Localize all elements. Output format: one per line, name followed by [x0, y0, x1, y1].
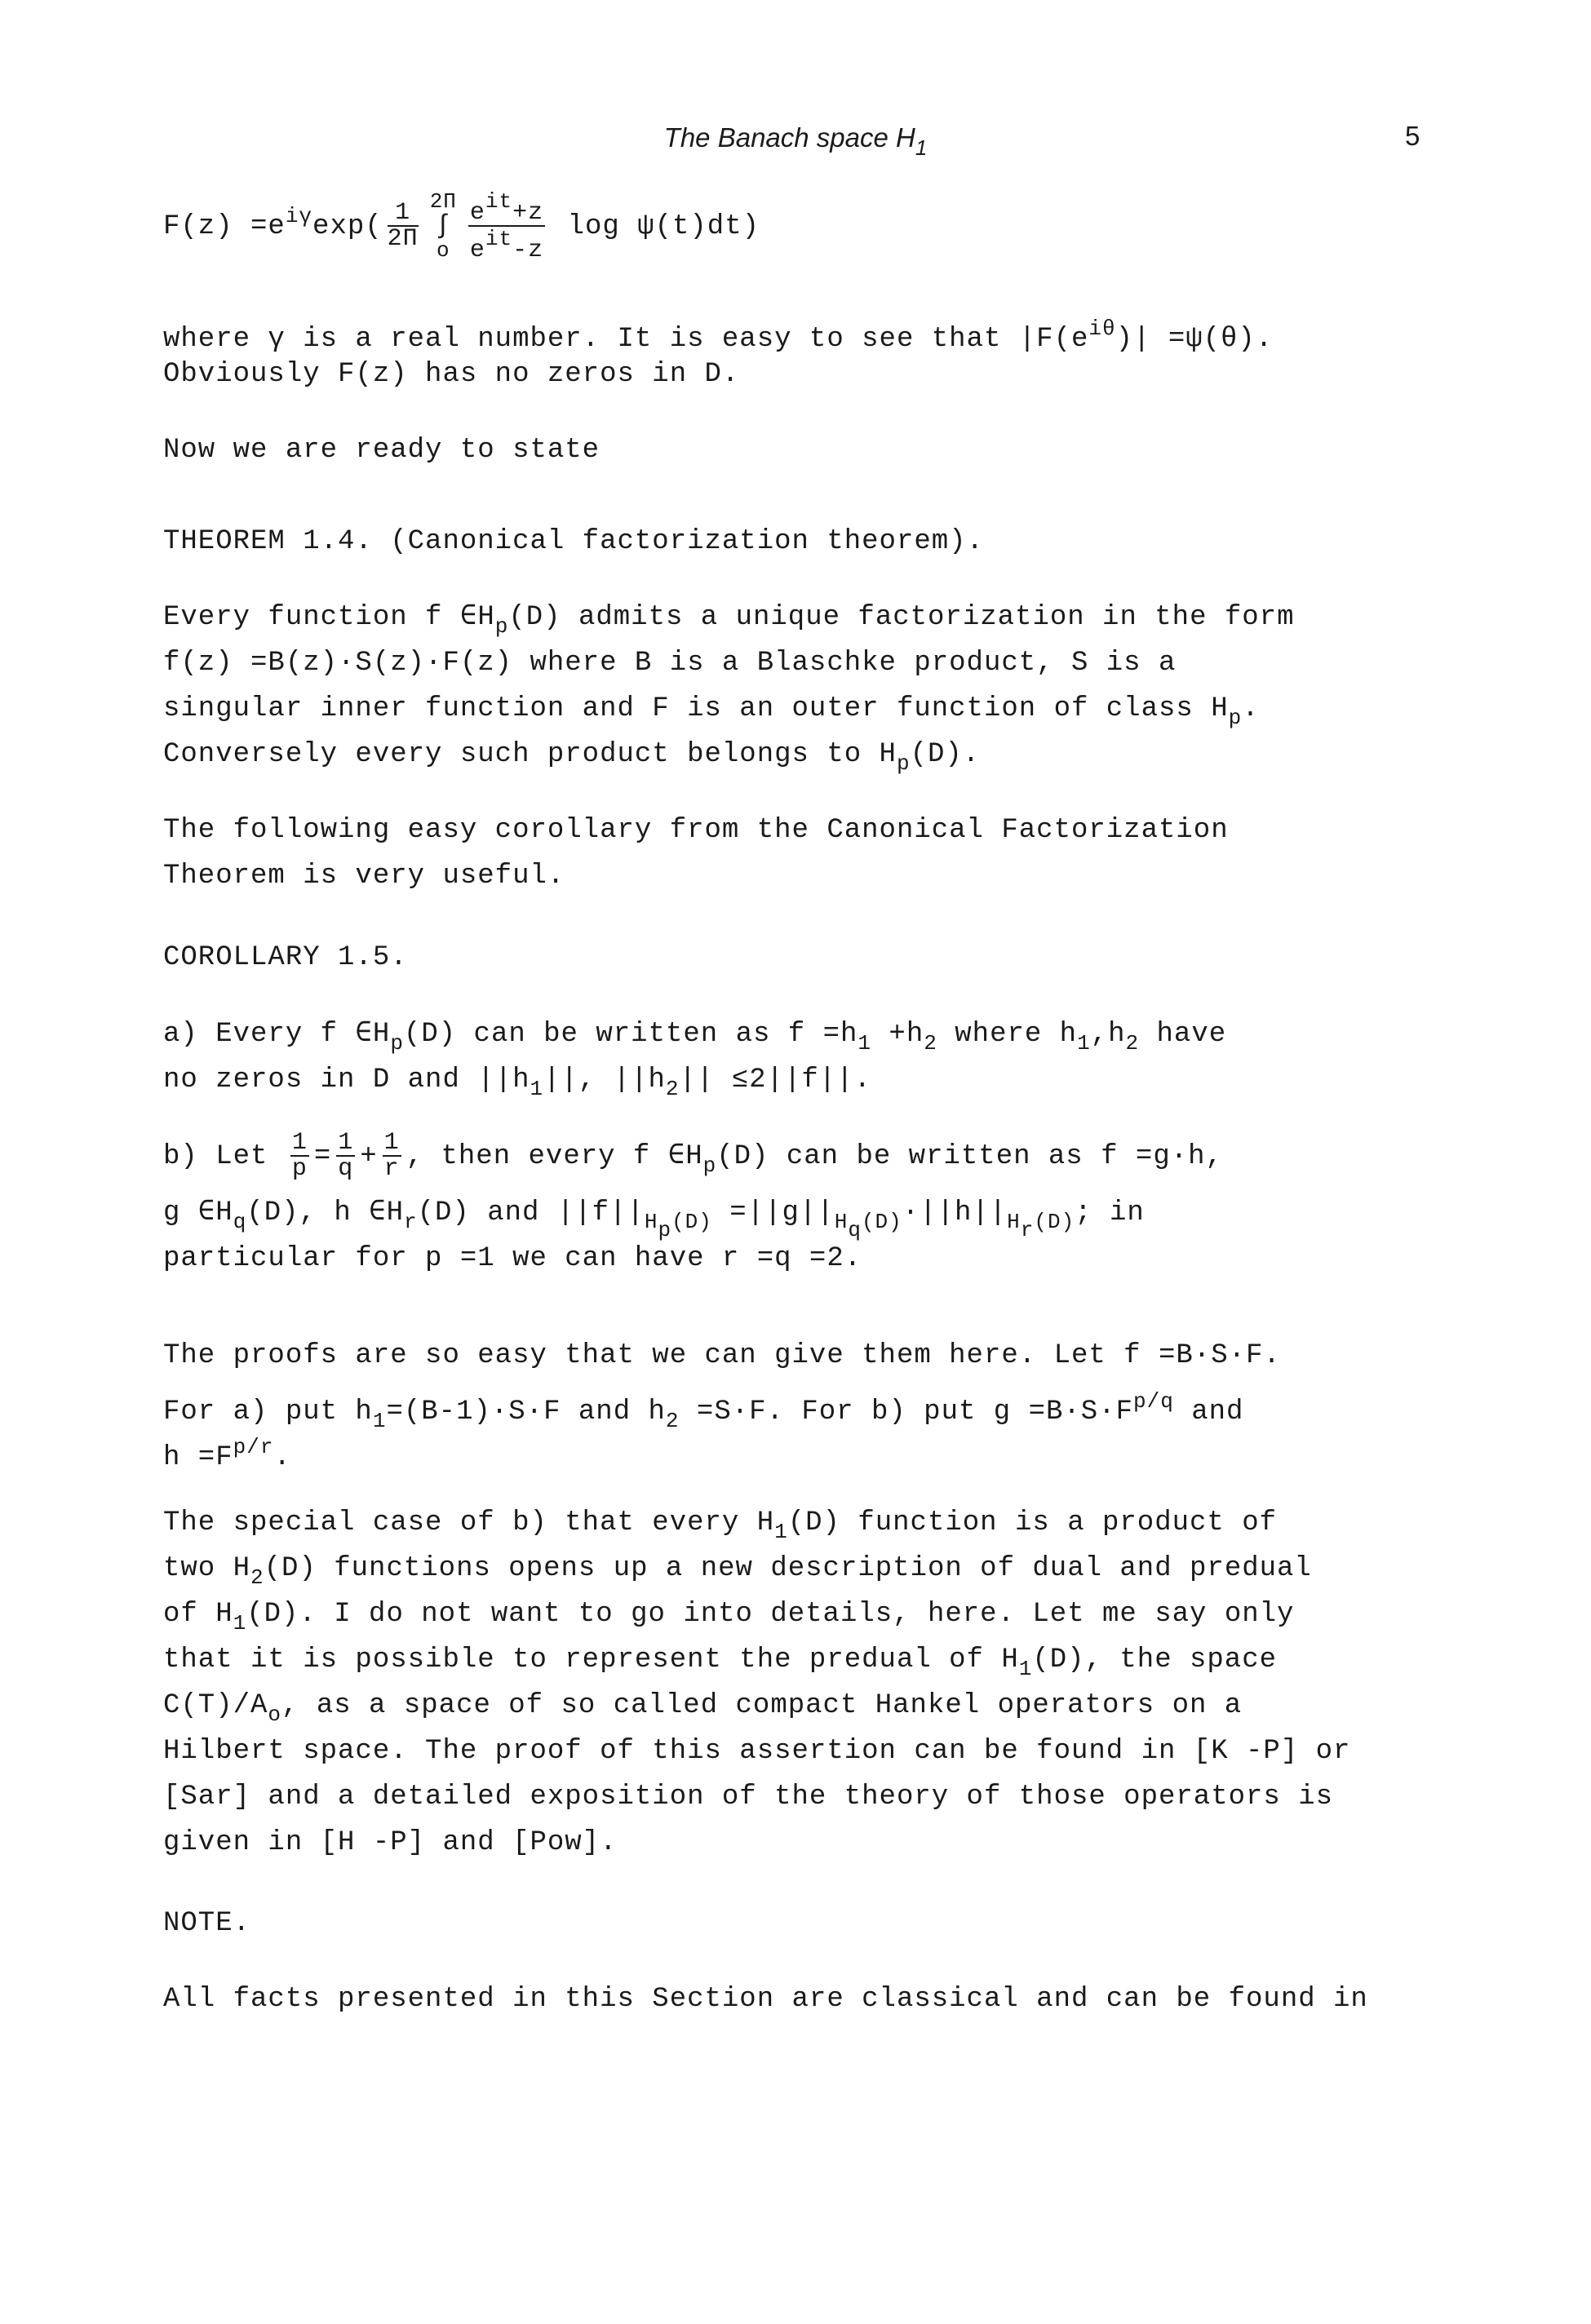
subscript: p — [896, 751, 911, 776]
subscript: 1 — [530, 1077, 544, 1101]
text-run: , then every f ∈H — [406, 1140, 703, 1172]
text-run: where γ is a real number. It is easy to see that |F(e — [163, 324, 1089, 355]
text-run: singular inner function and F is an outer function of class H — [163, 693, 1229, 724]
kernel-num-base: e — [469, 199, 485, 227]
text-line: Hilbert space. The proof of this assertion can be found in [K -P] or — [163, 1736, 1351, 1767]
kernel-num-rest: +z — [512, 199, 544, 227]
subscript: p — [658, 1218, 672, 1242]
subscript: 2 — [665, 1409, 680, 1433]
text-line — [163, 1637, 1436, 1683]
formula-exp-superscript: iγ — [285, 203, 313, 228]
text-line: Theorem is very useful. — [163, 861, 565, 892]
integral-symbol: ∫ — [435, 210, 452, 241]
paragraph-following — [163, 808, 1436, 899]
subscript: 1 — [233, 1611, 247, 1636]
kernel-ratio — [468, 189, 545, 263]
text-run: (D) can be written as f =h — [403, 1019, 858, 1050]
text-line — [163, 732, 1436, 777]
superscript: p/r — [233, 1435, 274, 1459]
subscript: 2 — [250, 1565, 264, 1590]
text-run: ,h — [1090, 1019, 1126, 1050]
text-line — [163, 595, 1436, 640]
kernel-den-base: e — [469, 237, 485, 264]
subscript: 1 — [774, 1520, 788, 1544]
text-line — [163, 1683, 1436, 1729]
running-header — [0, 122, 1591, 161]
text-line — [163, 686, 1436, 732]
text-run: =S·F. For b) put g =B·S·F — [679, 1397, 1134, 1428]
integral-upper-limit: 2Π — [429, 189, 457, 214]
text-run: =||g|| — [711, 1197, 835, 1228]
fraction-numerator: 1 — [338, 1129, 354, 1157]
text-run: b) Let — [163, 1140, 286, 1172]
kernel-num-sup: it — [485, 189, 513, 214]
text-run: = — [313, 1140, 332, 1172]
text-run: . — [273, 1442, 291, 1473]
text-line: All facts presented in this Section are classical and can be found in — [163, 1984, 1368, 2015]
subscript: p — [494, 614, 509, 639]
subscript: r — [404, 1210, 418, 1234]
text-run: H — [644, 1210, 658, 1234]
note-heading — [163, 1901, 1436, 1946]
subscript: 1 — [858, 1031, 872, 1056]
fraction-1-over-p — [290, 1131, 309, 1181]
text-line: Obviously F(z) has no zeros in D. — [163, 359, 740, 390]
subscript: o — [268, 1702, 282, 1727]
norm-subscript — [834, 1210, 902, 1242]
paragraph-proof — [163, 1333, 1436, 1473]
subscript: r — [1020, 1218, 1035, 1242]
text-line — [163, 1591, 1436, 1637]
outer-function-formula — [163, 189, 760, 263]
text-run: g ∈H — [163, 1197, 233, 1228]
subscript: p — [1228, 706, 1243, 730]
text-run: (D) — [1034, 1210, 1075, 1234]
subscript: 2 — [1125, 1031, 1140, 1056]
subscript: 2 — [665, 1077, 680, 1101]
text-run: )| =ψ(θ). — [1115, 324, 1274, 355]
formula-tail: log ψ(t)dt) — [567, 210, 760, 242]
text-run: (D) — [861, 1210, 902, 1234]
text-run: have — [1139, 1019, 1227, 1050]
text-line — [163, 1500, 1436, 1546]
text-run: , as a space of so called compact Hankel operators on a — [281, 1690, 1243, 1721]
subscript: 1 — [1018, 1657, 1033, 1681]
norm-subscript — [644, 1210, 712, 1242]
text-run: || ≤2||f||. — [679, 1065, 871, 1096]
text-run: The special case of b) that every H — [163, 1507, 775, 1538]
subscript: 1 — [372, 1409, 387, 1433]
text-run: (D) function is a product of — [787, 1507, 1278, 1538]
text-run: Every function f ∈H — [163, 602, 495, 633]
text-run: (D) and ||f|| — [417, 1197, 645, 1228]
theorem-heading — [163, 519, 1436, 564]
text-run: =(B-1)·S·F and h — [386, 1397, 666, 1428]
text-run: +h — [871, 1019, 924, 1050]
subscript: p — [702, 1153, 717, 1178]
text-run: . — [1242, 693, 1260, 724]
text-line: given in [H -P] and [Pow]. — [163, 1827, 618, 1858]
formula-exp: exp( — [312, 210, 383, 242]
subscript: 1 — [1077, 1031, 1091, 1056]
text-line: NOTE. — [163, 1908, 251, 1939]
text-run: ||, ||h — [543, 1065, 666, 1096]
formula-lhs: F(z) =e — [163, 210, 286, 242]
text-line — [163, 1011, 1436, 1057]
page-number: 5 — [1405, 121, 1420, 151]
text-run: (D). I do not want to go into details, here. Let me say only — [246, 1599, 1295, 1630]
paragraph-where — [163, 306, 1436, 397]
text-run: where h — [937, 1019, 1078, 1050]
subscript: q — [848, 1218, 862, 1242]
fraction-1-over-q — [336, 1131, 355, 1181]
superscript: iθ — [1088, 317, 1116, 341]
text-run: (D). — [910, 739, 981, 770]
formula-fraction — [388, 201, 419, 251]
text-line — [163, 1424, 1436, 1473]
text-line — [163, 1057, 1436, 1103]
text-line — [163, 1546, 1436, 1591]
text-line — [163, 1188, 1436, 1242]
integral-lower-limit: o — [436, 238, 450, 263]
text-run: (D) can be written as f =g·h, — [716, 1140, 1223, 1172]
text-run: C(T)/A — [163, 1690, 268, 1721]
subscript: p — [390, 1031, 404, 1056]
text-line: Now we are ready to state — [163, 435, 601, 466]
text-run: ·||h|| — [902, 1197, 1008, 1228]
text-run: For a) put h — [163, 1397, 373, 1428]
fraction-denominator: q — [338, 1155, 354, 1183]
text-line: f(z) =B(z)·S(z)·F(z) where B is a Blaschke product, S is a — [163, 648, 1177, 679]
fraction-numerator: 1 — [388, 201, 419, 227]
paragraph-special-case — [163, 1500, 1436, 1866]
subscript: 2 — [924, 1031, 937, 1056]
text-line: COROLLARY 1.5. — [163, 942, 408, 973]
kernel-den-rest: -z — [512, 237, 544, 264]
text-run: two H — [163, 1553, 251, 1584]
theorem-body — [163, 595, 1436, 777]
fraction-denominator: p — [291, 1155, 308, 1183]
integral-sign — [430, 189, 457, 263]
text-run: no zeros in D and ||h — [163, 1065, 530, 1096]
paragraph-ready — [163, 427, 1436, 473]
fraction-1-over-r — [383, 1131, 401, 1181]
corollary-part-a — [163, 1011, 1436, 1103]
header-title-text: The Banach space H — [663, 122, 915, 153]
text-run: (D), h ∈H — [246, 1197, 404, 1228]
text-run: h =F — [163, 1442, 233, 1473]
text-run: of H — [163, 1599, 233, 1630]
kernel-denominator — [468, 227, 545, 263]
text-line: particular for p =1 we can have r =q =2. — [163, 1243, 862, 1274]
text-run: and — [1173, 1397, 1244, 1428]
text-run: that it is possible to represent the predual of H — [163, 1645, 1019, 1675]
text-line: The proofs are so easy that we can give them here. Let f =B·S·F. — [163, 1340, 1281, 1371]
text-run: H — [834, 1210, 849, 1234]
corollary-part-b — [163, 1131, 1436, 1279]
text-run: ; in — [1075, 1197, 1145, 1228]
superscript: p/q — [1133, 1389, 1174, 1414]
fraction-denominator: r — [383, 1155, 400, 1183]
text-run: a) Every f ∈H — [163, 1019, 391, 1050]
corollary-heading — [163, 935, 1436, 981]
fraction-denominator: 2Π — [387, 225, 419, 253]
text-line — [163, 1131, 1436, 1188]
kernel-den-sup: it — [485, 227, 513, 251]
fraction-numerator: 1 — [383, 1129, 400, 1157]
norm-subscript — [1007, 1210, 1075, 1242]
text-run: H — [1007, 1210, 1021, 1234]
text-run: (D) functions opens up a new description of dual and predual — [264, 1553, 1312, 1584]
text-line: THEOREM 1.4. (Canonical factorization theorem). — [163, 526, 984, 557]
header-title-subscript: 1 — [915, 135, 928, 160]
text-line — [163, 1379, 1436, 1433]
text-run: + — [360, 1140, 378, 1172]
paragraph-note — [163, 1977, 1436, 2022]
text-line: [Sar] and a detailed exposition of the theory of those operators is — [163, 1782, 1334, 1813]
text-run: (D), the space — [1032, 1645, 1278, 1675]
text-run: (D) — [671, 1210, 712, 1234]
fraction-numerator: 1 — [291, 1129, 308, 1157]
subscript: q — [233, 1210, 247, 1234]
text-line: The following easy corollary from the Canonical Factorization — [163, 815, 1229, 846]
kernel-numerator — [468, 189, 545, 227]
text-line — [163, 306, 1436, 355]
text-run: (D) admits a unique factorization in the form — [508, 602, 1295, 633]
text-run: Conversely every such product belongs to H — [163, 739, 897, 770]
